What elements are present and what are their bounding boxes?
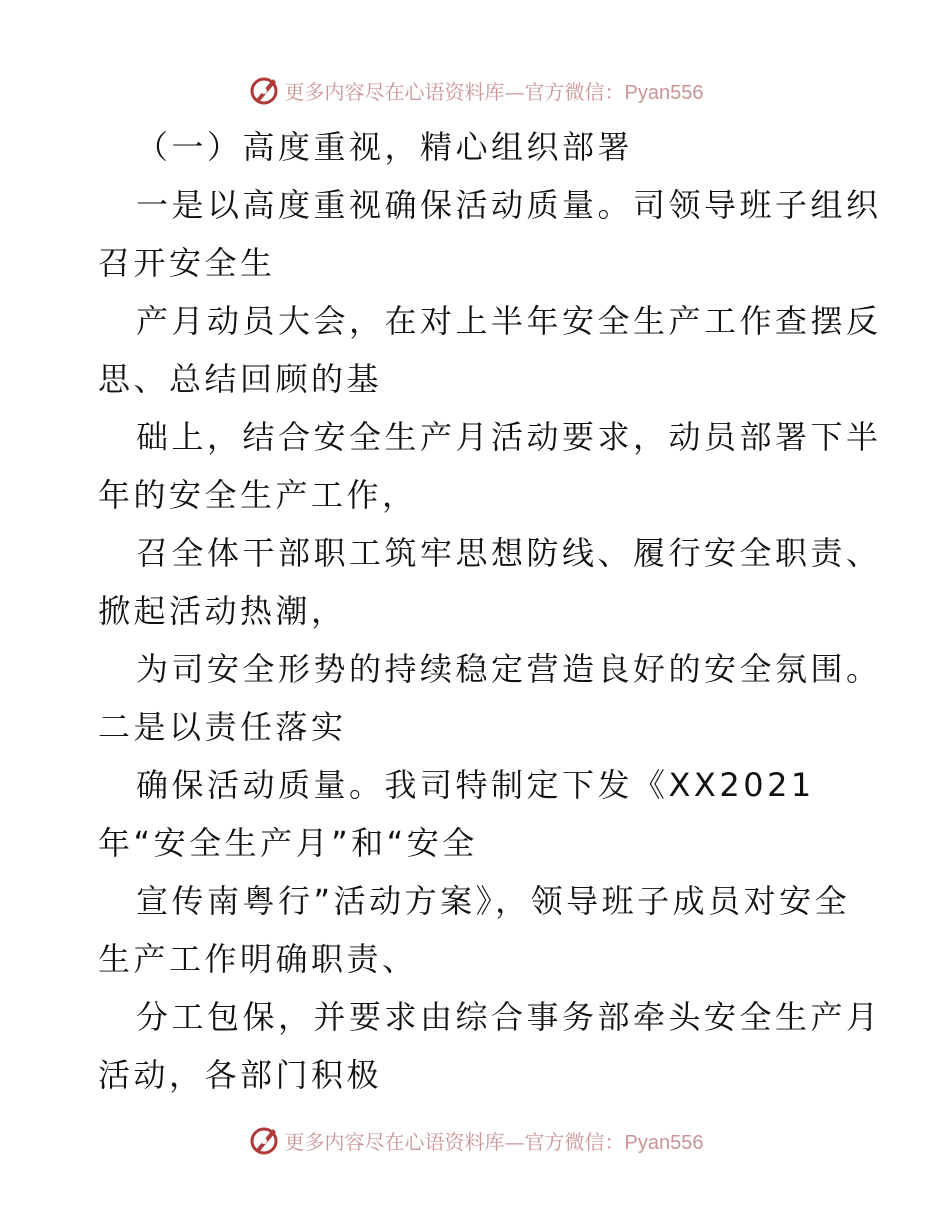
paragraph-line: 掀起活动热潮， [98, 592, 347, 630]
paragraph-line: 年“安全生产月”和“安全 [98, 824, 478, 862]
paragraph-line: 产月动员大会，在对上半年安全生产工作查摆反 [136, 302, 882, 340]
quill-logo-icon [247, 73, 281, 107]
paragraph-line: 二是以责任落实 [98, 708, 347, 746]
section-heading: （一）高度重视，精心组织部署 [136, 128, 634, 166]
paragraph-line: 为司安全形势的持续稳定营造良好的安全氛围。 [136, 650, 882, 688]
header-watermark-text: 更多内容尽在心语资料库—官方微信：Pyan556 [284, 79, 704, 104]
paragraph-line: 分工包保，并要求由综合事务部牵头安全生产月 [136, 998, 882, 1036]
paragraph-line: 生产工作明确职责、 [98, 940, 418, 978]
header-watermark [0, 72, 950, 108]
quill-logo-icon [247, 1123, 281, 1157]
paragraph-line: 思、总结回顾的基 [98, 360, 383, 398]
paragraph-line: 宣传南粤行”活动方案》，领导班子成员对安全 [136, 882, 851, 920]
paragraph-line: 础上，结合安全生产月活动要求，动员部署下半 [136, 418, 882, 456]
footer-watermark-text: 更多内容尽在心语资料库—官方微信：Pyan556 [284, 1129, 704, 1154]
paragraph-line: 活动，各部门积极 [98, 1056, 383, 1094]
paragraph-line: 确保活动质量。我司特制定下发《XX2021 [136, 766, 815, 804]
paragraph-line: 召开安全生 [98, 244, 276, 282]
document-body [98, 118, 882, 1104]
paragraph-line: 一是以高度重视确保活动质量。司领导班子组织 [136, 186, 882, 224]
paragraph-line: 年的安全生产工作， [98, 476, 418, 514]
paragraph-line: 召全体干部职工筑牢思想防线、履行安全职责、 [136, 534, 882, 572]
footer-watermark [0, 1122, 950, 1158]
